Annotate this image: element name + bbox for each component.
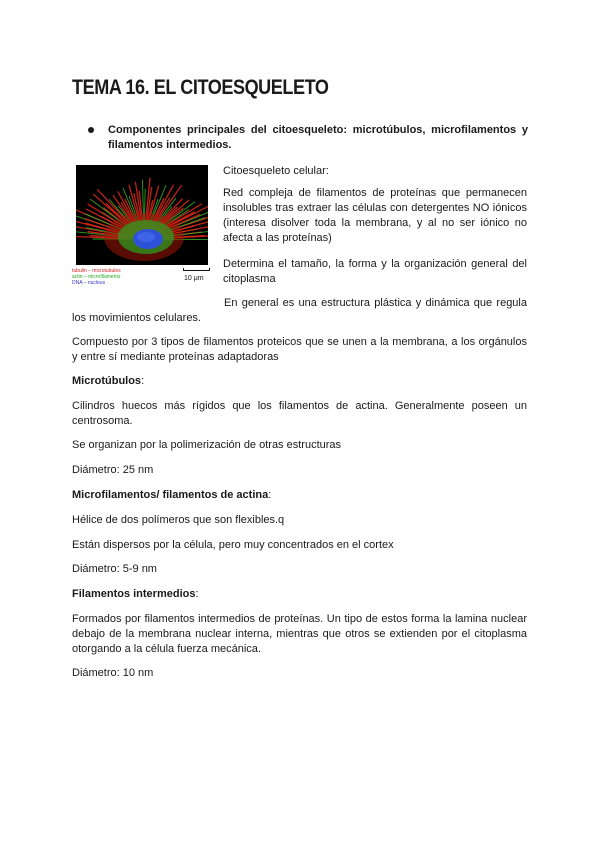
microtubulos-p2: Se organizan por la polimerización de otras estructuras: [72, 439, 342, 451]
bullet-list: [88, 123, 528, 153]
cytoskeleton-micrograph: [76, 165, 208, 265]
cytoskeleton-figure: [72, 163, 212, 288]
intro-function: Determina el tamaño, la forma y la organización general del citoplasma: [223, 258, 527, 285]
intermedios-p1: Formados por filamentos intermedios de proteínas. Un tipo de estos forma la lamina nuclear debajo de la membrana nuclear interna, mientras que otros se extienden por el citoplasma otorgando a la célula fuerza mecánica.: [72, 613, 527, 655]
microtubulos-p1: Cilindros huecos más rígidos que los filamentos de actina. Generalmente poseen un centrosoma.: [72, 400, 527, 427]
microfilamentos-p1: Hélice de dos polímeros que son flexibles.q: [72, 514, 285, 526]
legend-actin: actin – microfilaments: [72, 274, 121, 280]
intro-composition: Compuesto por 3 tipos de filamentos proteicos que se unen a la membrana, a los orgánulos y entre sí mediante proteínas adaptadoras: [72, 336, 527, 363]
bullet-item: Componentes principales del citoesqueleto: microtúbulos, microfilamentos y filamentos intermedios.: [108, 124, 528, 151]
scale-label: 10 μm: [184, 275, 204, 282]
microtubulos-title: Microtúbulos: [72, 375, 142, 387]
intro-heading: Citoesqueleto celular:: [223, 165, 329, 177]
microfilamentos-title: Microfilamentos/ filamentos de actina: [72, 489, 269, 501]
microfilamentos-heading: Microfilamentos/ filamentos de actina:: [72, 489, 272, 501]
intermedios-diameter: Diámetro: 10 nm: [72, 667, 154, 679]
microfilamentos-p2: Están dispersos por la célula, pero muy concentrados en el cortex: [72, 539, 394, 551]
intermedios-heading: Filamentos intermedios:: [72, 588, 199, 600]
microfilamentos-diameter: Diámetro: 5-9 nm: [72, 563, 157, 575]
legend-dna: DNA – nucleus: [72, 280, 106, 286]
microtubulos-diameter: Diámetro: 25 nm: [72, 464, 154, 476]
intro-general: En general es una estructura plástica y dinámica que regula los movimientos celulares.: [72, 297, 527, 324]
intro-definition: Red compleja de filamentos de proteínas que permanecen insolubles tras extraer las células con detergentes NO iónicos (interesa disolver toda la membrana, y al no ser iónico no afecta a las proteínas): [223, 187, 527, 244]
microtubulos-heading: Microtúbulos:: [72, 375, 145, 387]
page-title: TEMA 16. EL CITOESQUELETO: [72, 76, 329, 99]
scale-bar: [183, 270, 210, 271]
bullet-dot: [88, 127, 94, 133]
legend-tubulin: tubulin – microtubules: [72, 268, 121, 274]
intermedios-title: Filamentos intermedios: [72, 588, 196, 600]
